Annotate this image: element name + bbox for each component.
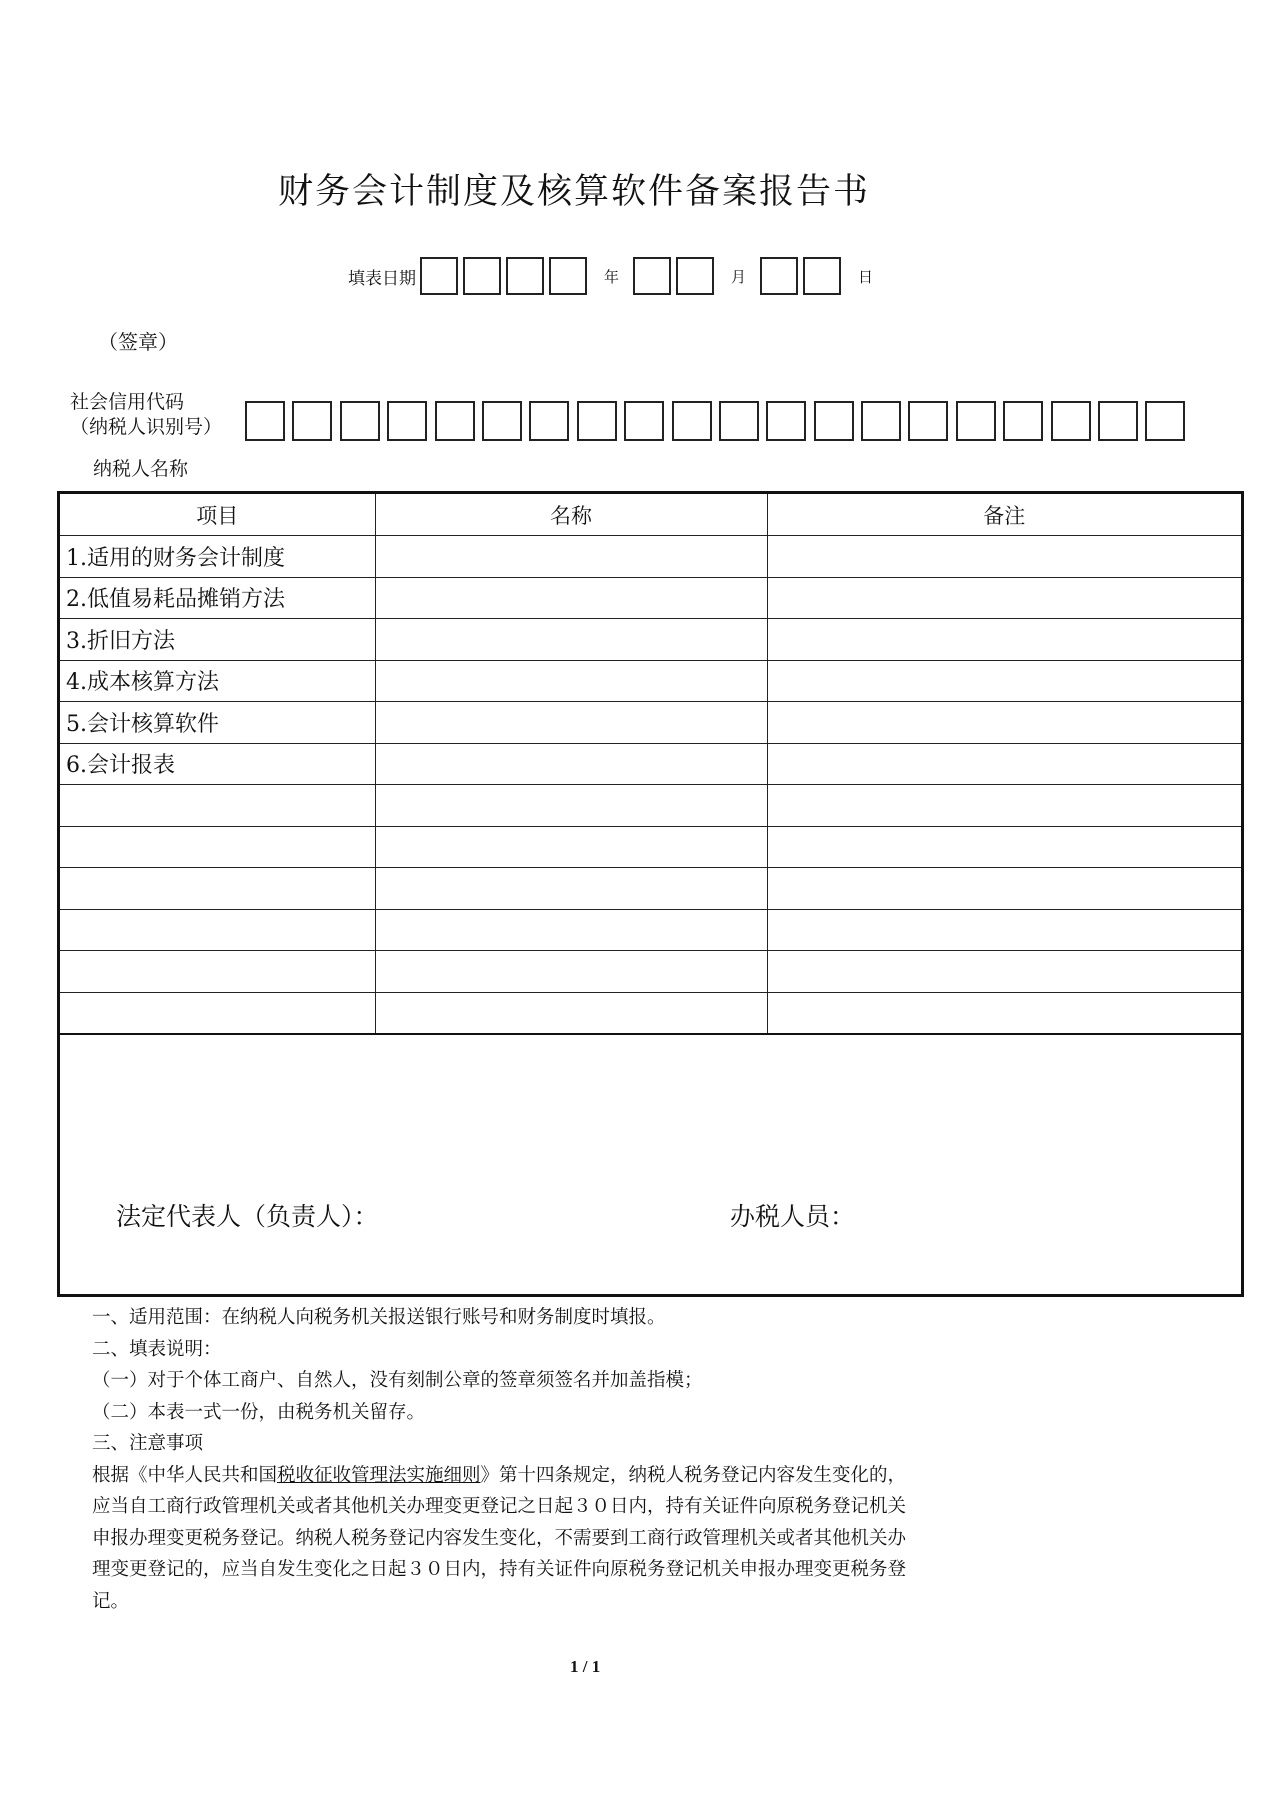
table-row — [60, 992, 1241, 1034]
month-digit-box-2[interactable] — [676, 257, 714, 295]
day-digit-box-2[interactable] — [803, 257, 841, 295]
row-name-cell[interactable] — [375, 743, 767, 785]
credit-code-digit-box[interactable] — [956, 401, 996, 441]
table-row — [60, 909, 1241, 951]
credit-code-digit-box[interactable] — [435, 401, 475, 441]
credit-code-digit-box[interactable] — [908, 401, 948, 441]
row-name-cell[interactable] — [375, 619, 767, 661]
row-item-label: 1.适用的财务会计制度 — [60, 536, 375, 578]
page-number: 1 / 1 — [570, 1657, 601, 1676]
month-unit-label: 月 — [731, 267, 747, 286]
signature-area — [60, 1035, 1241, 1259]
credit-code-digit-box[interactable] — [482, 401, 522, 441]
day-digit-box-1[interactable] — [760, 257, 798, 295]
note-paragraph-line-5: 记。 — [92, 1590, 130, 1612]
note-paragraph-line-2: 应当自工商行政管理机关或者其他机关办理变更登记之日起３０日内，持有关证件向原税务登记机关 — [92, 1496, 907, 1517]
credit-code-digit-box[interactable] — [577, 401, 617, 441]
row-item-label: 4.成本核算方法 — [60, 660, 375, 702]
row-item-cell[interactable] — [60, 992, 375, 1034]
note-attention-heading: 三、注意事项 — [92, 1433, 204, 1454]
filing-table — [57, 491, 1244, 1297]
table-row — [60, 951, 1241, 993]
note-paragraph-line-4: 理变更登记的，应当自发生变化之日起３０日内，持有关证件向原税务登记机关申报办理变更税务登 — [92, 1559, 907, 1580]
taxpayer-name-label: 纳税人名称 — [93, 458, 189, 480]
row-item-cell[interactable] — [60, 826, 375, 868]
row-item-cell[interactable] — [60, 909, 375, 951]
notes-section — [92, 1302, 1092, 1617]
credit-code-digit-box[interactable] — [245, 401, 285, 441]
table-header-row — [60, 494, 1241, 536]
credit-code-digit-box[interactable] — [861, 401, 901, 441]
note-instruction-2: （二）本表一式一份，由税务机关留存。 — [92, 1401, 426, 1423]
credit-code-digit-box[interactable] — [672, 401, 712, 441]
header-name: 名称 — [375, 494, 767, 536]
row-remark-cell[interactable] — [767, 951, 1241, 993]
credit-code-label-line1: 社会信用代码 — [70, 391, 185, 413]
row-name-cell[interactable] — [375, 992, 767, 1034]
credit-code-digit-box[interactable] — [814, 401, 854, 441]
fill-date-row — [348, 254, 887, 298]
row-remark-cell[interactable] — [767, 702, 1241, 744]
row-name-cell[interactable] — [375, 702, 767, 744]
note-scope: 一、适用范围：在纳税人向税务机关报送银行账号和财务制度时填报。 — [92, 1307, 666, 1328]
note-instruction-1: （一）对于个体工商户、自然人，没有刻制公章的签章须签名并加盖指模； — [92, 1370, 703, 1391]
tax-handler-signature-label: 办税人员： — [730, 1201, 856, 1231]
row-item-cell[interactable] — [60, 868, 375, 910]
year-digit-box-2[interactable] — [463, 257, 501, 295]
row-remark-cell[interactable] — [767, 992, 1241, 1034]
row-item-label: 2.低值易耗品摊销方法 — [60, 577, 375, 619]
legal-representative-signature-label: 法定代表人（负责人）： — [116, 1201, 379, 1231]
row-item-label: 6.会计报表 — [60, 743, 375, 785]
row-remark-cell[interactable] — [767, 536, 1241, 578]
row-remark-cell[interactable] — [767, 743, 1241, 785]
credit-code-digit-box[interactable] — [340, 401, 380, 441]
note-paragraph-line-3: 申报办理变更税务登记。纳税人税务登记内容发生变化，不需要到工商行政管理机关或者其他机关办 — [92, 1527, 907, 1549]
row-name-cell[interactable] — [375, 577, 767, 619]
row-remark-cell[interactable] — [767, 785, 1241, 827]
row-remark-cell[interactable] — [767, 909, 1241, 951]
credit-code-digit-box[interactable] — [292, 401, 332, 441]
row-item-cell[interactable] — [60, 785, 375, 827]
row-item-label: 5.会计核算软件 — [60, 702, 375, 744]
note-paragraph-suffix: 》第十四条规定，纳税人税务登记内容发生变化的， — [480, 1464, 907, 1486]
table-row — [60, 577, 1241, 619]
row-name-cell[interactable] — [375, 660, 767, 702]
credit-code-label-line2: （纳税人识别号） — [70, 416, 223, 438]
day-unit-label: 日 — [858, 267, 874, 286]
header-remark: 备注 — [767, 494, 1241, 536]
table-row — [60, 785, 1241, 827]
row-remark-cell[interactable] — [767, 826, 1241, 868]
row-name-cell[interactable] — [375, 536, 767, 578]
filing-grid — [60, 494, 1241, 1035]
document-title: 财务会计制度及核算软件备案报告书 — [278, 172, 871, 212]
seal-label: （签章） — [98, 330, 178, 354]
table-row — [60, 743, 1241, 785]
credit-code-digit-box[interactable] — [1051, 401, 1091, 441]
credit-code-boxes — [245, 401, 1193, 441]
year-unit-label: 年 — [604, 267, 620, 286]
credit-code-digit-box[interactable] — [624, 401, 664, 441]
row-name-cell[interactable] — [375, 785, 767, 827]
year-digit-box-4[interactable] — [549, 257, 587, 295]
row-remark-cell[interactable] — [767, 868, 1241, 910]
table-row — [60, 702, 1241, 744]
note-paragraph-prefix: 根据《中华人民共和国 — [92, 1464, 278, 1486]
table-row — [60, 619, 1241, 661]
credit-code-digit-box[interactable] — [1098, 401, 1138, 441]
table-row — [60, 660, 1241, 702]
credit-code-digit-box[interactable] — [529, 401, 569, 441]
row-name-cell[interactable] — [375, 951, 767, 993]
month-digit-box-1[interactable] — [633, 257, 671, 295]
credit-code-label — [70, 390, 222, 440]
header-item: 项目 — [60, 494, 375, 536]
row-name-cell[interactable] — [375, 826, 767, 868]
table-row — [60, 826, 1241, 868]
table-row — [60, 536, 1241, 578]
row-remark-cell[interactable] — [767, 660, 1241, 702]
year-digit-box-1[interactable] — [420, 257, 458, 295]
credit-code-digit-box[interactable] — [719, 401, 759, 441]
table-row — [60, 868, 1241, 910]
credit-code-digit-box[interactable] — [387, 401, 427, 441]
row-item-cell[interactable] — [60, 951, 375, 993]
row-remark-cell[interactable] — [767, 619, 1241, 661]
fill-date-label: 填表日期 — [348, 268, 416, 289]
row-name-cell[interactable] — [375, 868, 767, 910]
row-item-label: 3.折旧方法 — [60, 619, 375, 661]
credit-code-digit-box[interactable] — [1003, 401, 1043, 441]
year-digit-box-3[interactable] — [506, 257, 544, 295]
credit-code-digit-box[interactable] — [766, 401, 806, 441]
row-remark-cell[interactable] — [767, 577, 1241, 619]
note-paragraph-line-1 — [92, 1460, 1092, 1492]
credit-code-digit-box[interactable] — [1145, 401, 1185, 441]
law-reference-link[interactable]: 税收征收管理法实施细则 — [277, 1464, 481, 1486]
row-name-cell[interactable] — [375, 909, 767, 951]
note-instructions-heading: 二、填表说明： — [92, 1338, 222, 1360]
